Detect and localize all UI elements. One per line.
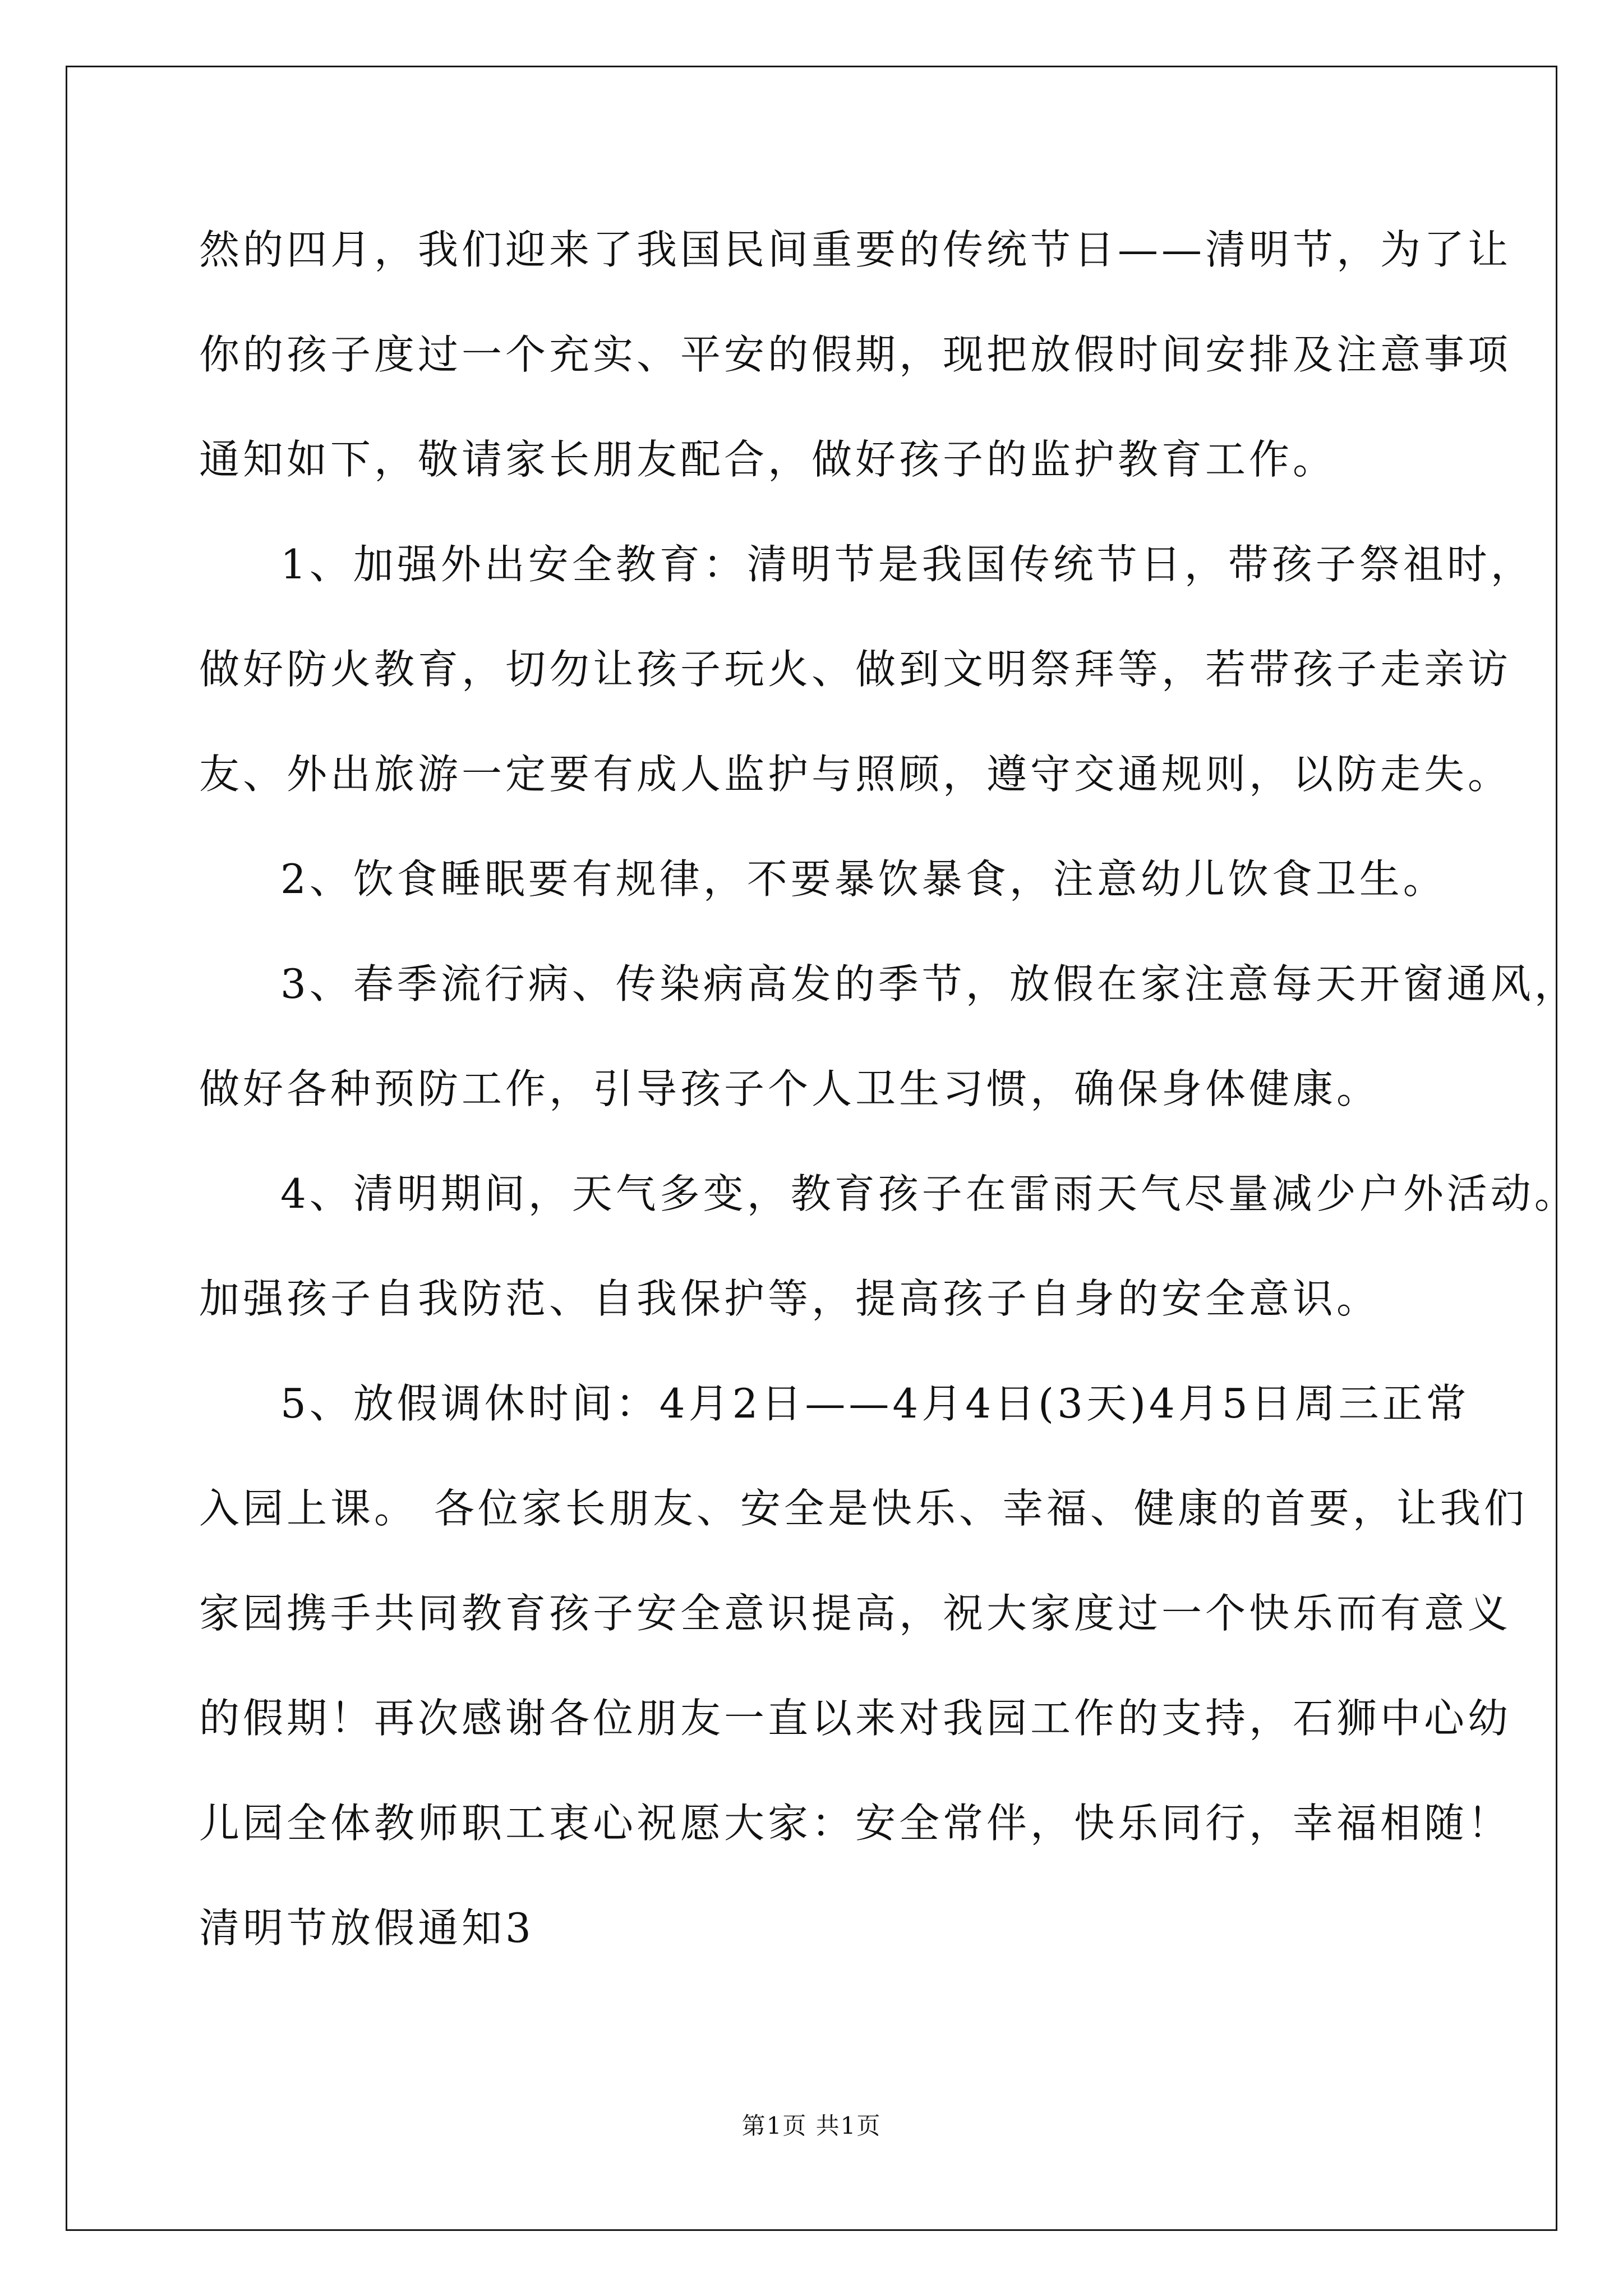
text-line: 1、加强外出安全教育：清明节是我国传统节日，带孩子祭祖时， bbox=[280, 541, 1534, 588]
text-line: 入园上课。 各位家长朋友、安全是快乐、幸福、健康的首要，让我们 bbox=[199, 1485, 1528, 1532]
text-line: 通知如下，敬请家长朋友配合，做好孩子的监护教育工作。 bbox=[199, 436, 1337, 483]
text-line: 你的孩子度过一个充实、平安的假期，现把放假时间安排及注意事项 bbox=[199, 331, 1512, 378]
section-heading: 清明节放假通知3 bbox=[199, 1904, 534, 1952]
text-line: 5、放假调休时间：4月2日——4月4日(3天)4月5日周三正常 bbox=[280, 1380, 1470, 1427]
text-line: 加强孩子自我防范、自我保护等，提高孩子自身的安全意识。 bbox=[199, 1275, 1381, 1322]
text-line: 友、外出旅游一定要有成人监护与照顾，遵守交通规则，以防走失。 bbox=[199, 751, 1512, 798]
text-line: 4、清明期间，天气多变，教育孩子在雷雨天气尽量减少户外活动。 bbox=[280, 1170, 1578, 1217]
text-line: 家园携手共同教育孩子安全意识提高，祝大家度过一个快乐而有意义 bbox=[199, 1590, 1512, 1637]
text-line: 3、春季流行病、传染病高发的季节，放假在家注意每天开窗通风， bbox=[280, 960, 1578, 1007]
text-line: 儿园全体教师职工衷心祝愿大家：安全常伴，快乐同行，幸福相随！ bbox=[199, 1800, 1512, 1847]
text-line: 2、饮食睡眠要有规律，不要暴饮暴食，注意幼儿饮食卫生。 bbox=[280, 855, 1447, 903]
text-line: 然的四月，我们迎来了我国民间重要的传统节日——清明节，为了让 bbox=[199, 226, 1512, 273]
page-number-footer: 第1页 共1页 bbox=[741, 2112, 882, 2139]
text-line: 做好防火教育，切勿让孩子玩火、做到文明祭拜等，若带孩子走亲访 bbox=[199, 646, 1512, 693]
text-line: 做好各种预防工作，引导孩子个人卫生习惯，确保身体健康。 bbox=[199, 1065, 1381, 1112]
text-line: 的假期！再次感谢各位朋友一直以来对我园工作的支持，石狮中心幼 bbox=[199, 1695, 1512, 1742]
